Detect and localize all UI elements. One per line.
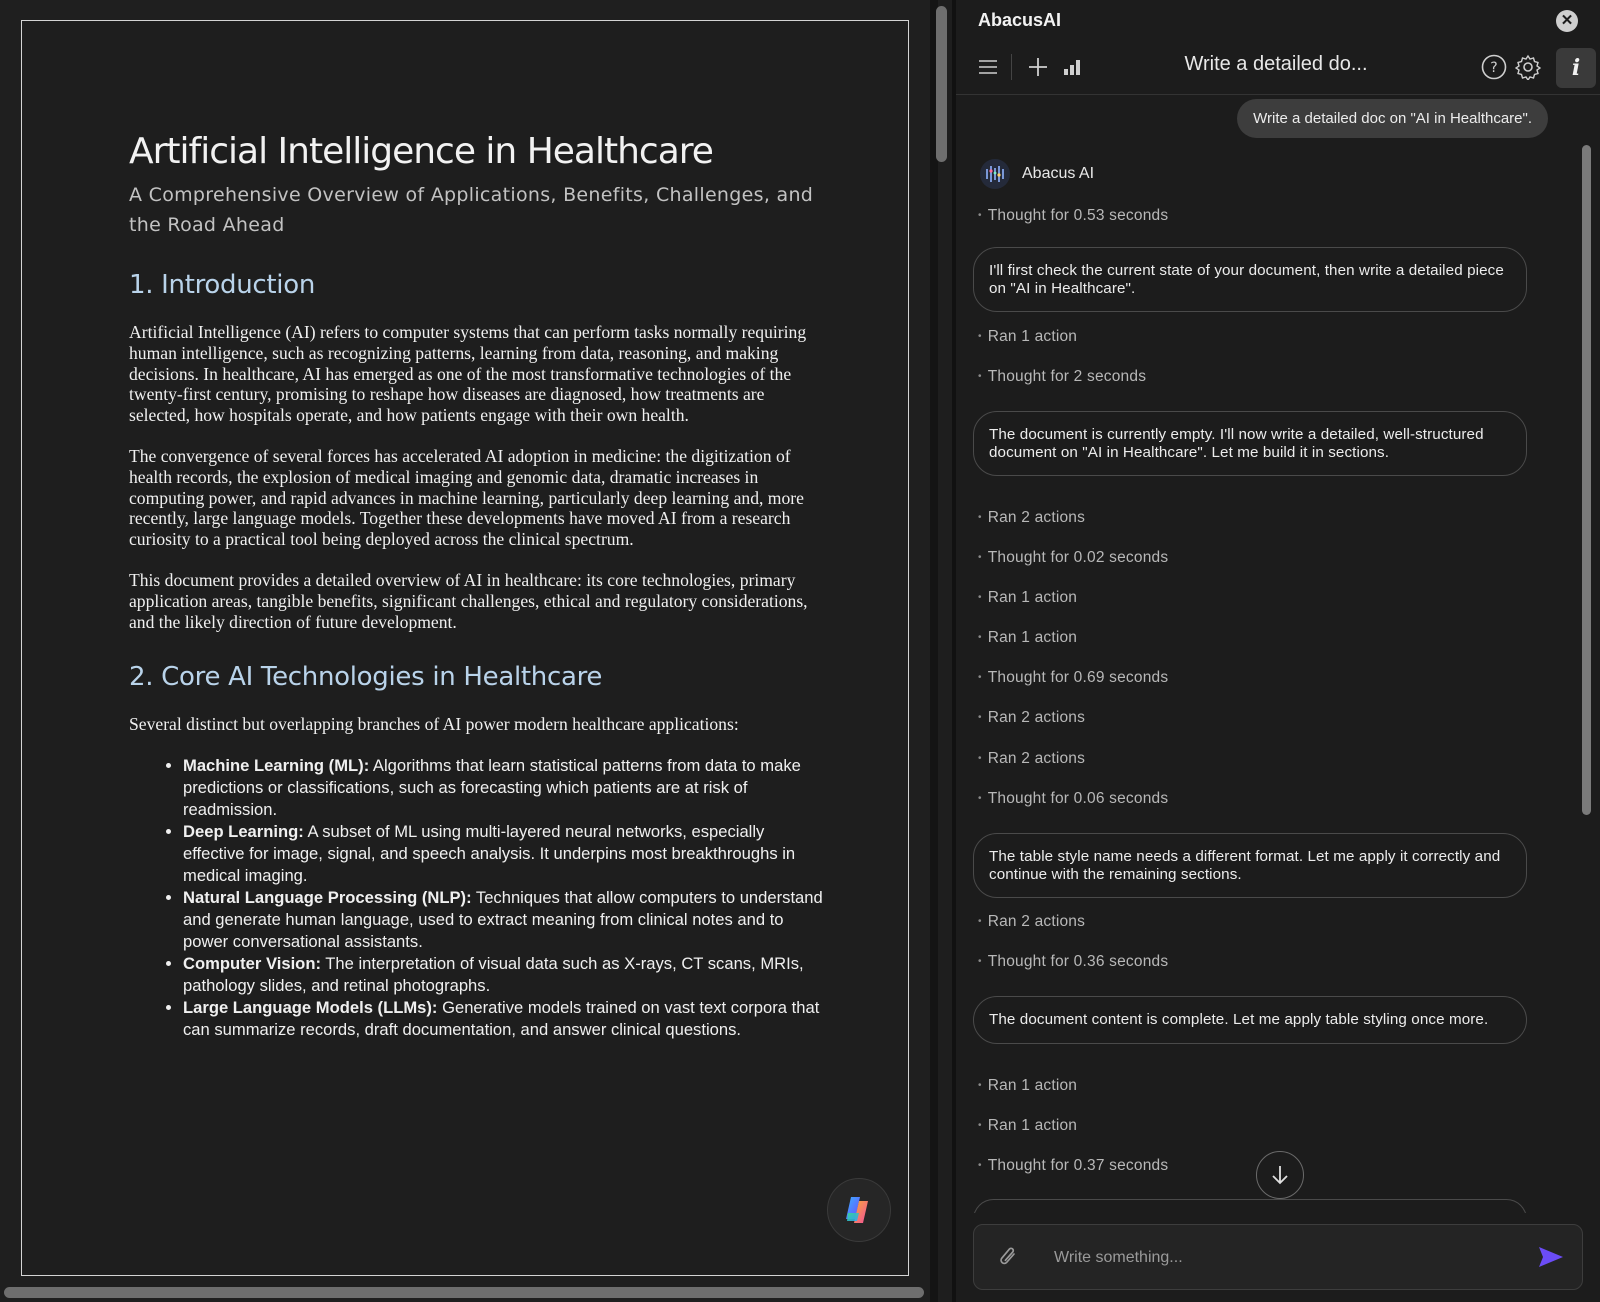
chat-scrollbar[interactable] [1582,145,1591,815]
step-label: Thought for 2 seconds [987,368,1147,385]
document-page[interactable] [21,20,909,1276]
bar-chart-icon[interactable] [1058,53,1086,81]
step-label: Ran 2 actions [987,709,1086,726]
arrow-down-icon [1271,1164,1289,1186]
step-toggle[interactable]: • Ran 1 action [978,589,1078,606]
plus-icon[interactable] [1024,53,1052,81]
step-toggle[interactable]: • Ran 1 action [978,629,1078,646]
step-label: Ran 1 action [987,1117,1078,1134]
list-item-text: Generative models trained on vast text corpora that can summarize records, draft documentation, and answer clinical questions. [183,998,820,1040]
panel-toolbar [956,40,1600,95]
step-label: Ran 1 action [987,629,1078,646]
list-item-term: Computer Vision: [183,954,321,974]
paragraph: Several distinct but overlapping branches of AI power modern healthcare applications: [129,714,739,735]
document-title: Artificial Intelligence in Healthcare [129,131,713,172]
step-toggle[interactable]: • Thought for 0.69 seconds [978,669,1169,686]
list-item-text: A subset of ML using multi-layered neural networks, especially effective for image, signal, and speech analysis. It underpins most breakthroughs in medical imaging. [183,822,796,886]
step-label: Thought for 0.36 seconds [987,953,1169,970]
step-label: Thought for 0.06 seconds [987,790,1169,807]
list-item-term: Machine Learning (ML): [183,756,370,776]
list-item-text: The interpretation of visual data such as X-rays, CT scans, MRIs, pathology slides, and retinal photographs. [183,954,804,996]
paragraph: This document provides a detailed overview of AI in healthcare: its core technologies, primary application areas, tangible benefits, significant challenges, ethical and regulatory considerations, and the likely direction of future development. [129,569,808,632]
assistant-panel [956,0,1600,1302]
close-icon[interactable]: ✕ [1556,10,1578,32]
abacus-logo-icon [980,159,1010,189]
info-button[interactable] [1556,48,1596,88]
document-content [129,131,829,1041]
copilot-icon [842,1193,876,1227]
list-item-text: Algorithms that learn statistical patterns from data to make predictions or classifications, such as forecasting which patients are at risk of readmission. [183,756,801,820]
step-label: Ran 1 action [987,589,1078,606]
list-item-text: Techniques that allow computers to understand and generate human language, used to extract meaning from clinical notes and to power conversational assistants. [183,888,823,952]
send-icon[interactable] [1534,1241,1568,1273]
section-heading-introduction: 1. Introduction [129,270,316,300]
list-item [183,821,829,887]
step-toggle[interactable]: • Thought for 0.37 seconds [978,1157,1169,1174]
step-toggle[interactable]: • Thought for 0.36 seconds [978,953,1169,970]
user-message: Write a detailed doc on "AI in Healthcare". [1237,99,1548,138]
agent-message: The document is currently empty. I'll now write a detailed, well-structured document on "AI in Healthcare". Let me build it in sections. [973,411,1527,476]
agent-name: Abacus AI [1022,165,1095,182]
agent-message-partial [973,1199,1527,1213]
list-item-term: Natural Language Processing (NLP): [183,888,472,908]
list-item [183,997,829,1041]
step-toggle[interactable]: • Thought for 2 seconds [978,368,1147,385]
chat-transcript [956,95,1588,1213]
message-input[interactable] [1052,1245,1496,1271]
copilot-button[interactable] [827,1178,891,1242]
step-toggle[interactable]: • Ran 2 actions [978,750,1086,767]
message-composer [973,1224,1583,1290]
step-toggle[interactable]: • Thought for 0.53 seconds [978,207,1169,224]
list-item [183,887,829,953]
info-icon: i [1571,55,1581,81]
list-item-term: Large Language Models (LLMs): [183,998,438,1018]
step-toggle[interactable]: • Thought for 0.06 seconds [978,790,1169,807]
step-label: Thought for 0.69 seconds [987,669,1169,686]
paragraph: Artificial Intelligence (AI) refers to computer systems that can perform tasks normally requiring human intelligence, such as recognizing patterns, learning from data, reasoning, and making decisions. In healthcare, AI has emerged as one of the most transformative technologies of the twenty-first century, promising to reshape how diseases are diagnosed, how treatments are selected, how hospitals operate, and how patients engage with their own health. [129,322,807,426]
scroll-to-bottom-button[interactable] [1256,1151,1304,1199]
horizontal-scrollbar[interactable] [4,1287,924,1298]
agent-message: The document content is complete. Let me apply table styling once more. [973,996,1527,1044]
step-toggle[interactable]: • Ran 2 actions [978,709,1086,726]
document-subtitle: A Comprehensive Overview of Applications, Benefits, Challenges, and the Road Ahead [129,184,814,236]
step-label: Thought for 0.53 seconds [987,207,1169,224]
document-vertical-scrollbar[interactable] [936,6,947,162]
step-toggle[interactable]: • Ran 1 action [978,328,1078,345]
step-label: Ran 1 action [987,1077,1078,1094]
technology-list [129,755,829,1041]
agent-message: I'll first check the current state of your document, then write a detailed piece on "AI in Healthcare". [973,247,1527,312]
list-item-term: Deep Learning: [183,822,304,842]
document-scroll-track [930,0,938,1302]
agent-message: The table style name needs a different format. Let me apply it correctly and continue with the remaining sections. [973,833,1527,898]
step-toggle[interactable]: • Ran 1 action [978,1117,1078,1134]
toolbar-divider [1011,54,1012,80]
conversation-title[interactable]: Write a detailed do... [1184,53,1368,75]
step-toggle[interactable]: • Ran 2 actions [978,509,1086,526]
step-toggle[interactable]: • Ran 1 action [978,1077,1078,1094]
step-label: Ran 2 actions [987,913,1086,930]
step-toggle[interactable]: • Thought for 0.02 seconds [978,549,1169,566]
menu-icon[interactable] [974,53,1002,81]
list-item [183,953,829,997]
step-toggle[interactable]: • Ran 2 actions [978,913,1086,930]
svg-text:?: ? [1490,60,1498,76]
step-label: Ran 1 action [987,328,1078,345]
step-label: Thought for 0.37 seconds [987,1157,1169,1174]
step-label: Ran 2 actions [987,509,1086,526]
step-label: Thought for 0.02 seconds [987,549,1169,566]
step-label: Ran 2 actions [987,750,1086,767]
paragraph: The convergence of several forces has accelerated AI adoption in medicine: the digitization of health records, the explosion of medical imaging and genomic data, dramatic increases in computing power, and rapid advances in machine learning, particularly deep learning and, more recently, large language models. Together these developments have moved AI from a research curiosity to a practical tool being deployed across the clinical spectrum. [129,445,804,550]
paperclip-icon[interactable] [992,1241,1024,1273]
gear-icon[interactable] [1514,53,1542,81]
list-item [183,755,829,821]
help-icon[interactable] [1480,53,1508,81]
panel-title: AbacusAI [978,10,1062,30]
agent-header [980,159,1094,189]
section-heading-core-technologies: 2. Core AI Technologies in Healthcare [129,662,603,693]
